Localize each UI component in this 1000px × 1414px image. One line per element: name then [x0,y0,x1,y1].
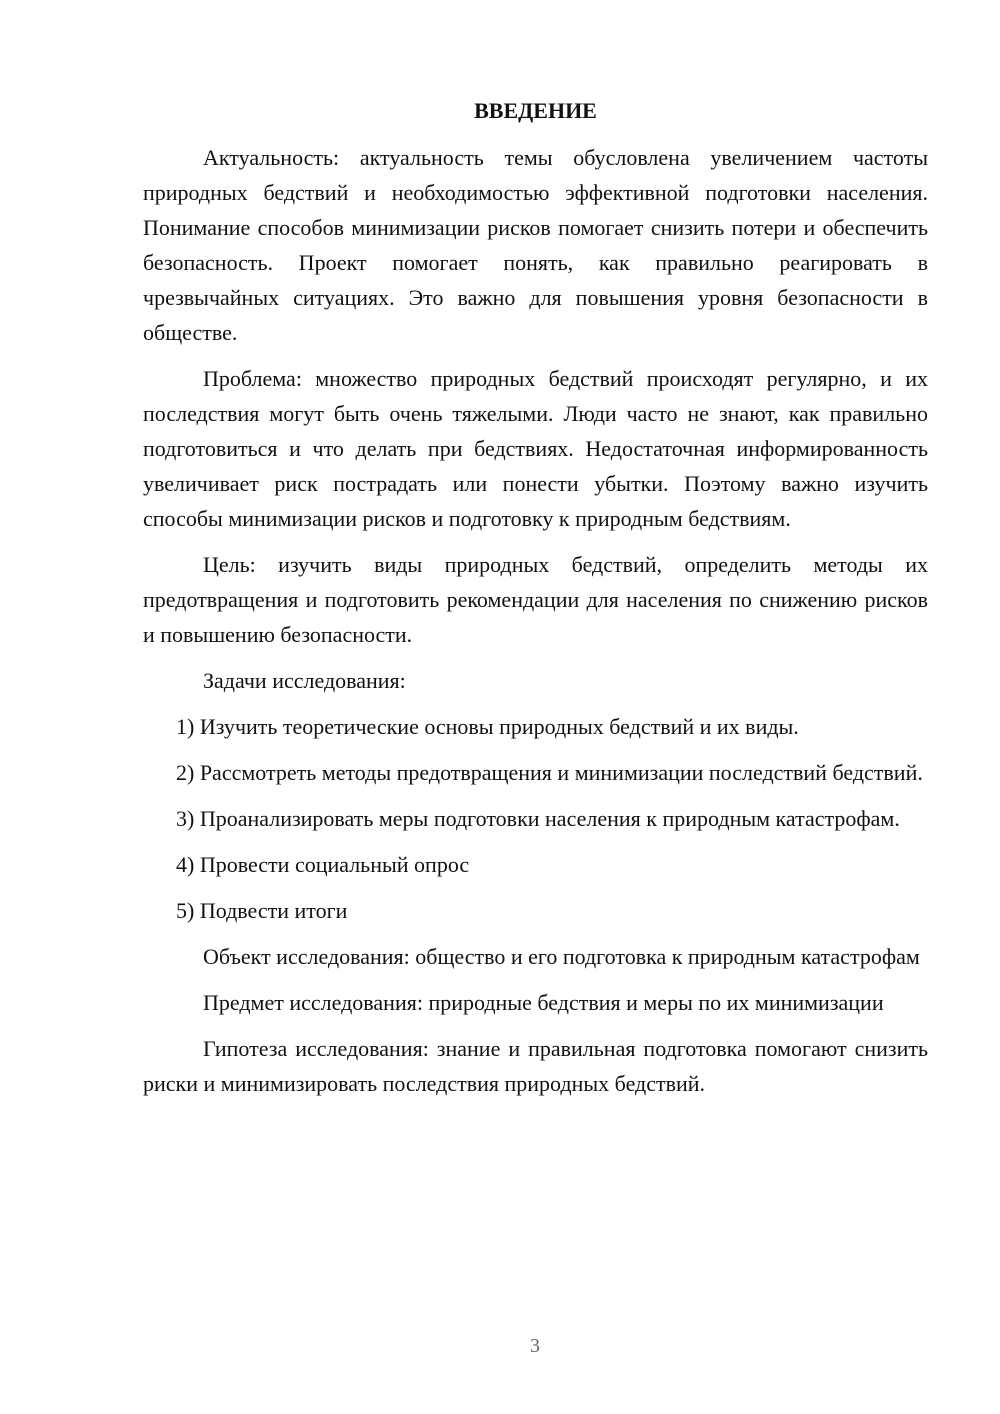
task-item: 5) Подвести итоги [176,898,348,923]
task-item: 2) Рассмотреть методы предотвращения и минимизации последствий бедствий. [176,760,923,785]
tasks-heading: Задачи исследования: [203,668,406,693]
task-item: 3) Проанализировать меры подготовки населения к природным катастрофам. [176,806,900,831]
page-title: ВВЕДЕНИЕ [474,98,597,123]
task-item: 4) Провести социальный опрос [176,852,470,877]
paragraph-relevance: Актуальность: актуальность темы обусловлена увеличением частоты природных бедствий и необходимостью эффективной подготовки населения. Понимание способов минимизации рисков помогает снизить потери и обеспечить безопасность. Проект помогает понять, как правильно реагировать в чрезвычайных ситуациях. Это важно для повышения уровня безопасности в обществе. [143,145,928,345]
task-item: 1) Изучить теоретические основы природных бедствий и их виды. [176,714,799,739]
paragraph-subject: Предмет исследования: природные бедствия и меры по их минимизации [203,990,884,1015]
page-content [143,96,928,1112]
paragraph-problem: Проблема: множество природных бедствий происходят регулярно, и их последствия могут быть очень тяжелыми. Люди часто не знают, как правильно подготовиться и что делать при бедствиях. Недостаточная информированность увеличивает риск пострадать или понести убытки. Поэтому важно изучить способы минимизации рисков и подготовку к природным бедствиям. [143,366,928,531]
paragraph-goal: Цель: изучить виды природных бедствий, определить методы их предотвращения и подготовить рекомендации для населения по снижению рисков и повышению безопасности. [143,552,928,647]
page-number: 3 [530,1335,540,1357]
paragraph-hypothesis: Гипотеза исследования: знание и правильная подготовка помогают снизить риски и минимизировать последствия природных бедствий. [143,1036,928,1096]
paragraph-object: Объект исследования: общество и его подготовка к природным катастрофам [203,944,920,969]
